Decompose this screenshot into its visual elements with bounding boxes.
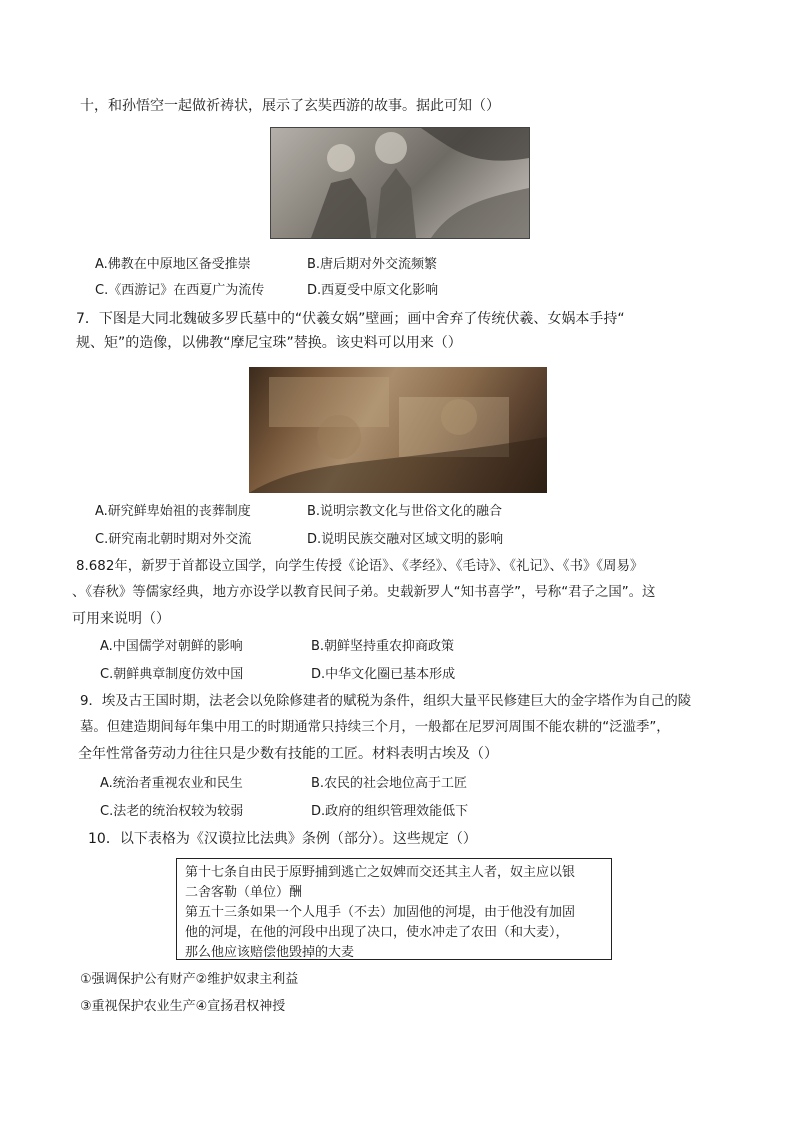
q7-option-b[interactable]: B.说明宗教文化与世俗文化的融合	[307, 504, 503, 519]
q9-stem-line2: 墓。但建造期间每年集中用工的时期通常只持续三个月，一般都在尼罗河周围不能农耕的“泛滥季”，	[80, 720, 670, 735]
q7-option-c[interactable]: C.研究南北朝时期对外交流	[95, 532, 252, 547]
q9-stem-line3: 全年性常备劳动力往往只是少数有技能的工匠。材料表明古埃及（）	[78, 746, 498, 762]
q6-option-b[interactable]: B.唐后期对外交流频繁	[307, 257, 438, 272]
q9-option-c[interactable]: C.法老的统治权较为较弱	[100, 804, 244, 819]
q7-option-a[interactable]: A.研究鲜卑始祖的丧葬制度	[95, 504, 251, 519]
q10-choices-line1[interactable]: ①强调保护公有财产②维护奴隶主利益	[80, 972, 299, 987]
mural-figures-illustration	[271, 128, 529, 238]
hammurabi-code-table	[176, 858, 612, 960]
q6-option-d[interactable]: D.西夏受中原文化影响	[307, 283, 439, 298]
table-line: 他的河堤，在他的河段中出现了决口，使水冲走了农田（和大麦），	[185, 925, 569, 940]
q8-stem-line1: 8.682年，新罗于首都设立国学，向学生传授《论语》、《孝经》、《毛诗》、《礼记》、《书》《周易》	[76, 559, 644, 574]
q9-option-d[interactable]: D.政府的组织管理效能低下	[311, 804, 469, 819]
q7-mural-image	[249, 367, 547, 493]
q8-option-c[interactable]: C.朝鲜典章制度仿效中国	[100, 667, 244, 682]
q7-stem-line2: 规、矩”的造像，以佛教“摩尼宝珠”替换。该史料可以用来（）	[76, 335, 462, 351]
q10-stem: 10．以下表格为《汉谟拉比法典》条例（部分）。这些规定（）	[88, 831, 477, 847]
table-line: 第十七条自由民于原野捕到逃亡之奴婢而交还其主人者，奴主应以银	[185, 865, 576, 880]
mural-texture-illustration	[249, 367, 547, 493]
q6-option-a[interactable]: A.佛教在中原地区备受推崇	[95, 257, 251, 272]
q8-option-b[interactable]: B.朝鲜坚持重农抑商政策	[311, 639, 455, 654]
q10-choices-line2[interactable]: ③重视保护农业生产④宣扬君权神授	[80, 999, 286, 1014]
q7-option-d[interactable]: D.说明民族交融对区域文明的影响	[307, 532, 504, 547]
q6-mural-image	[270, 127, 530, 239]
table-line: 第五十三条如果一个人甩手（不去）加固他的河堤，由于他没有加固	[185, 905, 576, 920]
q7-stem-line1: 7．下图是大同北魏破多罗氏墓中的“伏羲女娲”壁画；画中舍弃了传统伏羲、女娲本手持“	[76, 311, 625, 327]
table-line: 二舍客勒（单位）酬	[185, 885, 303, 900]
table-line: 那么他应该赔偿他毁掉的大麦	[185, 945, 355, 960]
q6-stem: 十，和孙悟空一起做祈祷状，展示了玄奘西游的故事。据此可知（）	[80, 98, 500, 114]
q8-option-a[interactable]: A.中国儒学对朝鲜的影响	[100, 639, 243, 654]
q9-option-b[interactable]: B.农民的社会地位高于工匠	[311, 776, 468, 791]
q6-option-c[interactable]: C.《西游记》在西夏广为流传	[95, 283, 265, 298]
q9-option-a[interactable]: A.统治者重视农业和民生	[100, 776, 243, 791]
q8-stem-line2: 、《春秋》等儒家经典，地方亦设学以教育民间子弟。史载新罗人“知书喜学”，号称“君子之国”。这	[72, 585, 656, 600]
q8-option-d[interactable]: D.中华文化圈已基本形成	[311, 667, 456, 682]
q8-stem-line3: 可用来说明（）	[72, 611, 170, 627]
q9-stem-line1: 9．埃及古王国时期，法老会以免除修建者的赋税为条件，组织大量平民修建巨大的金字塔作为自己的陵	[80, 694, 692, 709]
